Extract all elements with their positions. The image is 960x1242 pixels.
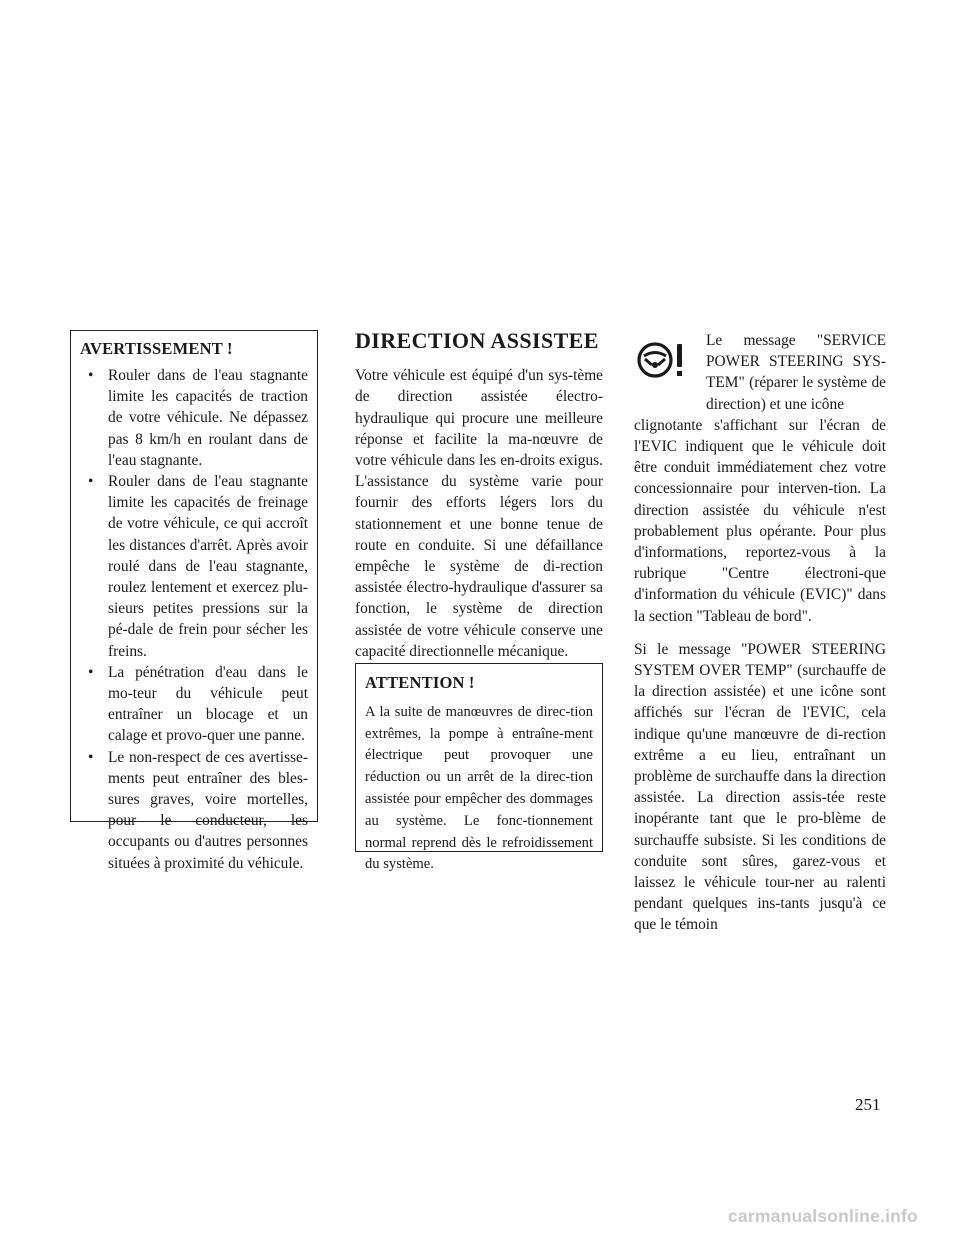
list-item: • La pénétration d'eau dans le mo-teur du véhicule peut entraîner un blocage et un calage et provo-quer une panne. xyxy=(88,663,308,745)
list-item: • Rouler dans de l'eau stagnante limite les capacités de freinage de votre véhicule, ce qui accroît les distances d'arrêt. Après avoir roulé dans de l'eau stagnante, roulez lentement et exercez plu-sieurs petites pressions sur la pé-dale de frein pour sécher les freins. xyxy=(88,473,308,660)
list-item: • Rouler dans de l'eau stagnante limite les capacités de traction de votre véhicule. Ne dépassez pas 8 km/h en roulant dans de l'eau stagnante. xyxy=(88,367,308,469)
warning-item-1: Rouler dans de l'eau stagnante limite les capacités de traction de votre véhicule. Ne dépassez pas 8 km/h en roulant dans de l'eau stagnante. xyxy=(108,367,308,469)
attention-box xyxy=(355,663,603,873)
section-intro: Votre véhicule est équipé d'un sys-tème de direction assistée électro-hydraulique qui procure une meilleure réponse et facilite la ma-nœuvre de votre véhicule dans les en-droits exigus. L'assistance du système varie pour fournir des efforts légers lors du stationnement et une bonne tenue de route en conduite. Si une défaillance empêche le système de di-rection assistée électro-hydraulique d'assurer sa fonction, le système de direction assistée de votre véhicule conserve une capacité directionnelle mécanique. xyxy=(355,367,603,660)
right-column xyxy=(634,330,886,948)
list-item: • Le non-respect de ces avertisse-ments peut entraîner des bles-sures graves, voire mortelles, pour le conducteur, les occupants ou d'autres personnes situées à proximité du véhicule. xyxy=(88,748,308,872)
page-number: 251 xyxy=(855,1095,881,1114)
warning-title: AVERTISSEMENT ! xyxy=(80,339,233,358)
section-column xyxy=(355,330,603,662)
overtemp-paragraph: Si le message "POWER STEERING SYSTEM OVER TEMP" (surchauffe de la direction assistée) et une icône sont affichés sur l'écran de l'EVIC, cela indique qu'une manœuvre de di-rection extrême a eu lieu, entraînant un problème de surchauffe dans la direction assistée. La direction assis-tée reste inopérante tant que le pro-blème de surchauffe subsiste. Si les conditions de conduite sont sûres, garez-vous et laissez le véhicule tour-ner au ralenti pendant quelques ins-tants jusqu'à ce que le témoin xyxy=(634,640,886,934)
warning-item-3: La pénétration d'eau dans le mo-teur du véhicule peut entraîner un blocage et un calage et provo-quer une panne. xyxy=(108,663,308,745)
warning-item-2: Rouler dans de l'eau stagnante limite les capacités de freinage de votre véhicule, ce qui accroît les distances d'arrêt. Après avoir roulé dans de l'eau stagnante, roulez lentement et exercez plu-sieurs petites pressions sur la pé-dale de frein pour sécher les freins. xyxy=(108,473,308,660)
warning-box xyxy=(70,330,318,872)
attention-text: A la suite de manœuvres de direc-tion extrêmes, la pompe à entraîne-ment électrique peut provoquer une réduction ou un arrêt de la direc-tion assistée pour empêcher des dommages au système. Le fonc-tionnement normal reprend dès le refroidissement du système. xyxy=(365,703,593,873)
section-heading: DIRECTION ASSISTEE xyxy=(355,328,599,353)
message-lead: Le message "SERVICE POWER STEERING SYS-TEM" (réparer le système de direction) et une icône xyxy=(706,332,886,413)
watermark: carmanualsonline.info xyxy=(728,1206,918,1226)
attention-title: ATTENTION ! xyxy=(365,673,475,692)
warning-item-4: Le non-respect de ces avertisse-ments peut entraîner des bles-sures graves, voire mortelles, pour le conducteur, les occupants ou d'autres personnes situées à proximité du véhicule. xyxy=(108,748,308,872)
warning-list xyxy=(80,365,308,874)
message-paragraph: clignotante s'affichant sur l'écran de l'EVIC indiquent que le véhicule doit être conduit immédiatement chez votre concessionnaire pour interven-tion. La direction assistée du véhicule n'est probablement plus opérante. Pour plus d'informations, reportez-vous à la rubrique "Centre électroni-que d'information du véhicule (EVIC)" dans la section "Tableau de bord". xyxy=(634,416,886,625)
